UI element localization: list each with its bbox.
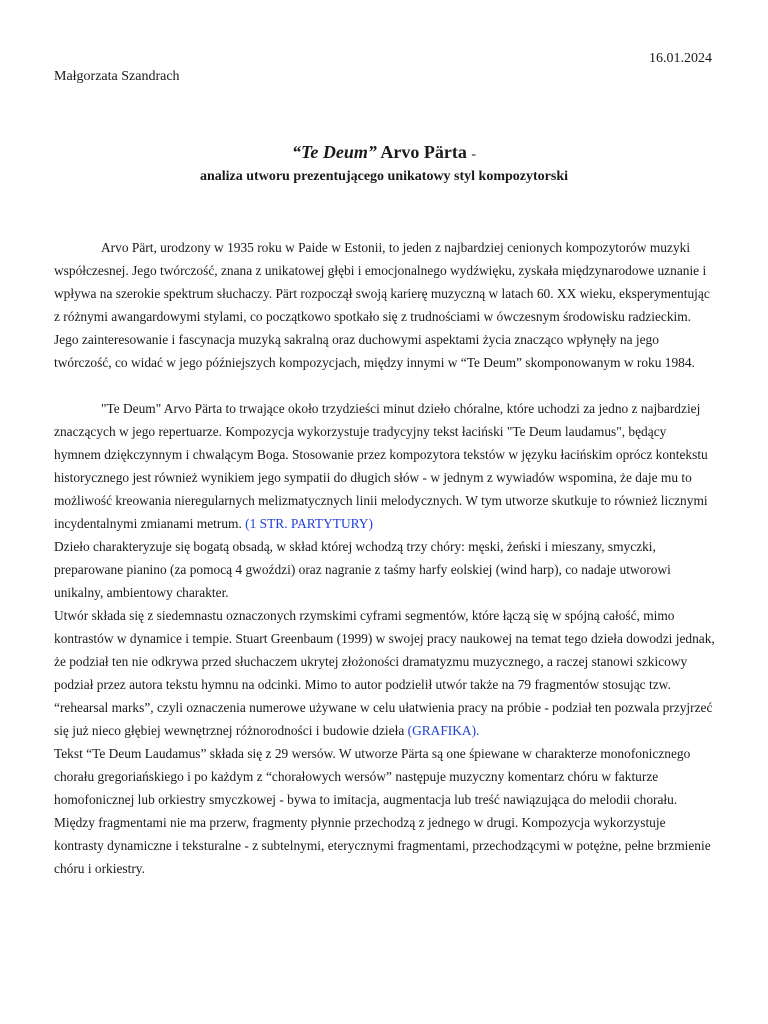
document-body (54, 236, 716, 880)
paragraph-structure (54, 604, 716, 742)
paragraph-instrumentation: Dzieło charakteryzuje się bogatą obsadą, w skład której wchodzą trzy chóry: męski, żeński i mieszany, smyczki, preparowane pianino (za pomocą 4 gwoździ) oraz nagranie z taśmy harfy eolskiej (wind harp), co nadaje utworowi unikalny, ambientowy charakter. (54, 539, 671, 600)
document-subtitle: analiza utworu prezentującego unikatowy styl kompozytorski (199, 169, 569, 184)
title-work: “Te Deum” (292, 142, 377, 162)
paragraph-te-deum-text: "Te Deum" Arvo Pärta to trwające około trzydzieści minut dzieło chóralne, które uchodzi za jedno z najbardziej znaczących w jego repertuarze. Kompozycja wykorzystuje tradycyjny tekst łaciński "Te Deum laudamus", będący hymnem dziękczynnym i chwalącym Boga. Stosowanie przez kompozytora tekstów w języku łacińskim oprócz kontekstu historycznego jest również wynikiem jego sympatii do długich słów - w jednym z wywiadów wspomina, że daje mu to możliwość kreowania nieregularnych melizmatycznych linii melodycznych. W tym utworze skutkuje to również licznymi incydentalnymi zmianami metrum. (54, 401, 708, 531)
paragraph-te-deum (54, 397, 716, 535)
paragraph-intro: Arvo Pärt, urodzony w 1935 roku w Paide w Estonii, to jeden z najbardziej cenionych kompozytorów muzyki współczesnej. Jego twórczość, znana z unikatowej głębi i emocjonalnego wydźwięku, zyskała międzynarodowe uznanie i wpływa na szerokie spektrum słuchaczy. Pärt rozpoczął swoją karierę muzyczną w latach 60. XX wieku, eksperymentując z różnymi awangardowymi stylami, co początkowo spotkało się z trudnościami w ówczesnym środowisku radzieckim. Jego zainteresowanie i fascynacja muzyką sakralną oraz duchowymi aspektami życia znacząco wpłynęły na jego twórczość, co widać w jego późniejszych kompozycjach, między innymi w “Te Deum” skomponowanym w roku 1984. (54, 240, 710, 370)
paragraph-text-analysis: Tekst “Te Deum Laudamus” składa się z 29 wersów. W utworze Pärta są one śpiewane w charakterze monofonicznego chorału gregoriańskiego i po każdym z “chorałowych wersów” następuje muzyczny komentarz chóru w fakturze homofonicznej lub orkiestry smyczkowej - bywa to imitacja, augmentacja lub treść nawiązująca do melodii chorału. Między fragmentami nie ma przerw, fragmenty płynnie przechodzą z jednego w drugi. Kompozycja wykorzystuje kontrasty dynamiczne i teksturalne - z subtelnymi, eterycznymi fragmentami, przechodzącymi w potężne, pełne brzmienie chóru i orkiestry. (54, 746, 711, 876)
author-name: Małgorzata Szandrach (54, 69, 180, 84)
paragraph-structure-text: Utwór składa się z siedemnastu oznaczonych rzymskimi cyframi segmentów, które łączą się w spójną całość, mimo kontrastów w dynamice i tempie. Stuart Greenbaum (1999) w swojej pracy naukowej na temat tego dzieła dowodzi jednak, że podział ten nie odkrywa przed słuchaczem ukrytej złożoności dramatyzmu muzycznego, a raczej stanowi szkicowy podział przez autora tekstu hymnu na odcinki. Mimo to autor podzielił utwór także na 79 fragmentów stosując tzw. “rehearsal marks”, czyli oznaczenia numerowe używane w celu ułatwienia pracy na próbie - podział ten pozwala przyjrzeć się już nieco głębiej wewnętrznej różnorodności i budowie dzieła (54, 608, 715, 738)
title-composer: Arvo Pärta (376, 142, 472, 162)
score-link[interactable]: (1 STR. PARTYTURY) (245, 516, 373, 531)
document-date: 16.01.2024 (649, 51, 712, 66)
title-block (0, 140, 768, 187)
title-dash: - (471, 147, 476, 162)
document-title (0, 140, 768, 167)
paragraph-gap (54, 374, 716, 397)
graphic-link[interactable]: (GRAFIKA). (407, 723, 480, 738)
